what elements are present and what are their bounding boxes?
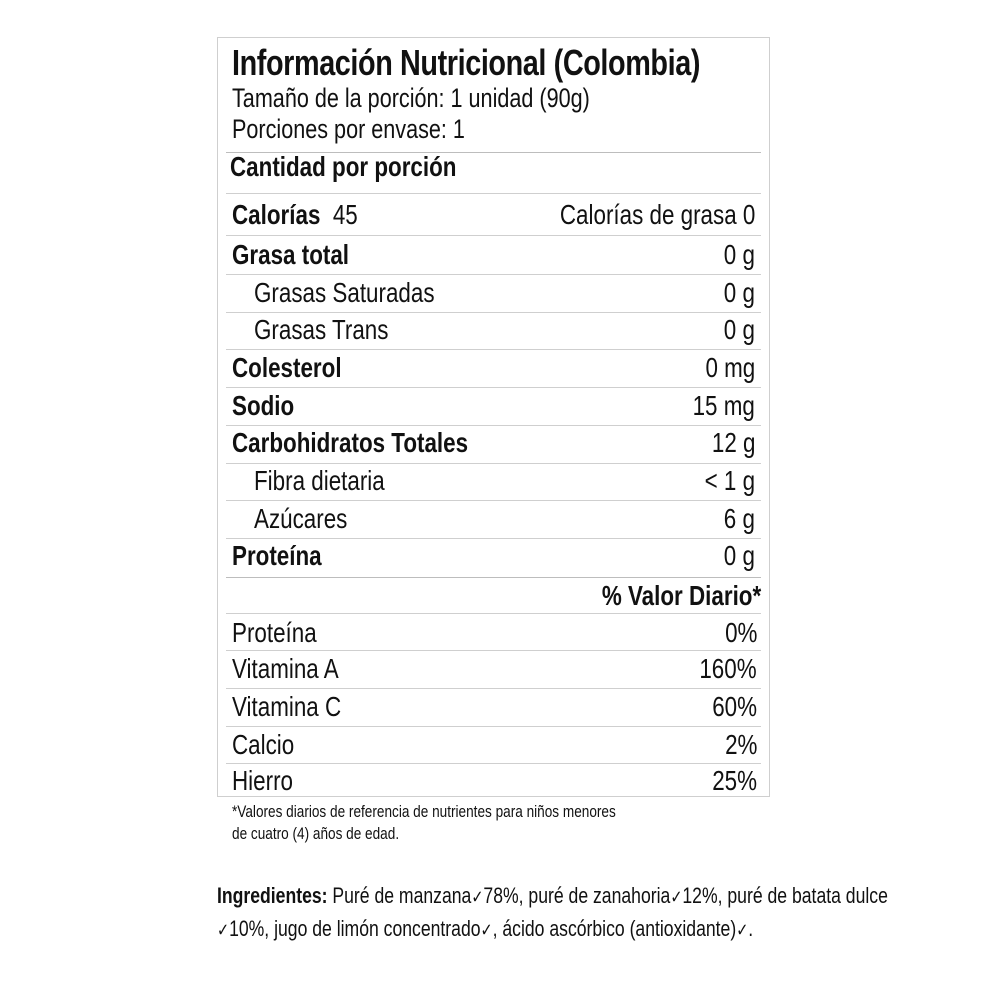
calories-value: 45 bbox=[332, 199, 358, 230]
nutrient-row-sodium bbox=[232, 387, 755, 425]
nutrient-value: 0 mg bbox=[705, 352, 755, 383]
ingredient-text: 78%, puré de zanahoria bbox=[483, 883, 671, 908]
nutrient-name: Proteína bbox=[232, 540, 322, 571]
daily-value-header: % Valor Diario* bbox=[601, 580, 761, 611]
calories-row bbox=[232, 196, 755, 234]
check-icon: ✓ bbox=[217, 920, 230, 940]
nutrient-row-trans-fat bbox=[232, 311, 755, 349]
vitamin-name: Proteína bbox=[232, 617, 317, 648]
serving-size: Tamaño de la porción: 1 unidad (90g) bbox=[232, 83, 590, 113]
vitamin-value: 25% bbox=[712, 765, 757, 796]
nutrient-value: 6 g bbox=[723, 503, 755, 534]
nutrient-row-total-carbohydrates bbox=[232, 424, 755, 462]
nutrient-name: Grasa total bbox=[232, 239, 350, 270]
check-icon: ✓ bbox=[480, 920, 493, 940]
daily-value-footnote bbox=[232, 801, 712, 845]
daily-value-header-row bbox=[232, 577, 761, 615]
nutrient-name: Fibra dietaria bbox=[254, 465, 385, 496]
vitamin-value: 2% bbox=[724, 729, 757, 760]
nutrient-name: Azúcares bbox=[254, 503, 348, 534]
ingredients-heading: Ingredientes: bbox=[217, 883, 328, 908]
servings-per-container: Porciones por envase: 1 bbox=[232, 114, 465, 144]
vitamin-row-iron bbox=[232, 762, 755, 800]
vitamin-row-vitamin-c bbox=[232, 688, 755, 726]
check-icon: ✓ bbox=[471, 887, 484, 907]
vitamin-value: 60% bbox=[712, 691, 757, 722]
divider bbox=[226, 193, 761, 194]
vitamin-value: 160% bbox=[699, 653, 757, 684]
ingredient-text: , ácido ascórbico (antioxidante) bbox=[492, 916, 737, 941]
nutrient-value: 0 g bbox=[723, 277, 755, 308]
nutrient-value: 0 g bbox=[723, 239, 755, 270]
vitamin-value: 0% bbox=[724, 617, 757, 648]
check-icon: ✓ bbox=[736, 920, 749, 940]
nutrient-value: 0 g bbox=[723, 540, 755, 571]
nutrient-row-dietary-fiber bbox=[232, 462, 755, 500]
nutrient-row-saturated-fat bbox=[232, 274, 755, 312]
nutrient-name: Colesterol bbox=[232, 352, 342, 383]
nutrient-name: Sodio bbox=[232, 390, 295, 421]
vitamin-name: Hierro bbox=[232, 765, 293, 796]
nutrient-value: 0 g bbox=[723, 314, 755, 345]
amount-per-serving-heading: Cantidad por porción bbox=[230, 151, 457, 182]
ingredients-statement bbox=[217, 880, 937, 946]
nutrition-facts-panel bbox=[217, 37, 770, 797]
footnote-line: *Valores diarios de referencia de nutrientes para niños menores bbox=[232, 802, 616, 821]
calories-label: Calorías 45 bbox=[232, 199, 358, 230]
ingredient-text: 12%, puré de batata dulce bbox=[682, 883, 888, 908]
label-title: Información Nutricional (Colombia) bbox=[232, 42, 701, 83]
footnote-line: de cuatro (4) años de edad. bbox=[232, 824, 400, 843]
nutrient-row-protein bbox=[232, 537, 755, 575]
nutrient-value: 12 g bbox=[711, 427, 755, 458]
vitamin-row-calcium bbox=[232, 726, 755, 764]
vitamin-name: Calcio bbox=[232, 729, 295, 760]
nutrient-name: Carbohidratos Totales bbox=[232, 427, 469, 458]
ingredient-text: 10%, jugo de limón concentrado bbox=[229, 916, 481, 941]
nutrient-row-cholesterol bbox=[232, 349, 755, 387]
vitamin-row-vitamin-a bbox=[232, 650, 755, 688]
nutrient-row-sugars bbox=[232, 500, 755, 538]
ingredient-text: Puré de manzana bbox=[327, 883, 472, 908]
nutrient-name: Grasas Trans bbox=[254, 314, 389, 345]
fat-calories: Calorías de grasa 0 bbox=[559, 199, 755, 230]
nutrient-name: Grasas Saturadas bbox=[254, 277, 435, 308]
nutrient-value: < 1 g bbox=[704, 465, 755, 496]
nutrient-value: 15 mg bbox=[692, 390, 755, 421]
vitamin-row-protein bbox=[232, 614, 755, 652]
ingredient-text: . bbox=[748, 916, 754, 941]
nutrient-row-total-fat bbox=[232, 236, 755, 274]
vitamin-name: Vitamina A bbox=[232, 653, 339, 684]
check-icon: ✓ bbox=[670, 887, 683, 907]
vitamin-name: Vitamina C bbox=[232, 691, 342, 722]
